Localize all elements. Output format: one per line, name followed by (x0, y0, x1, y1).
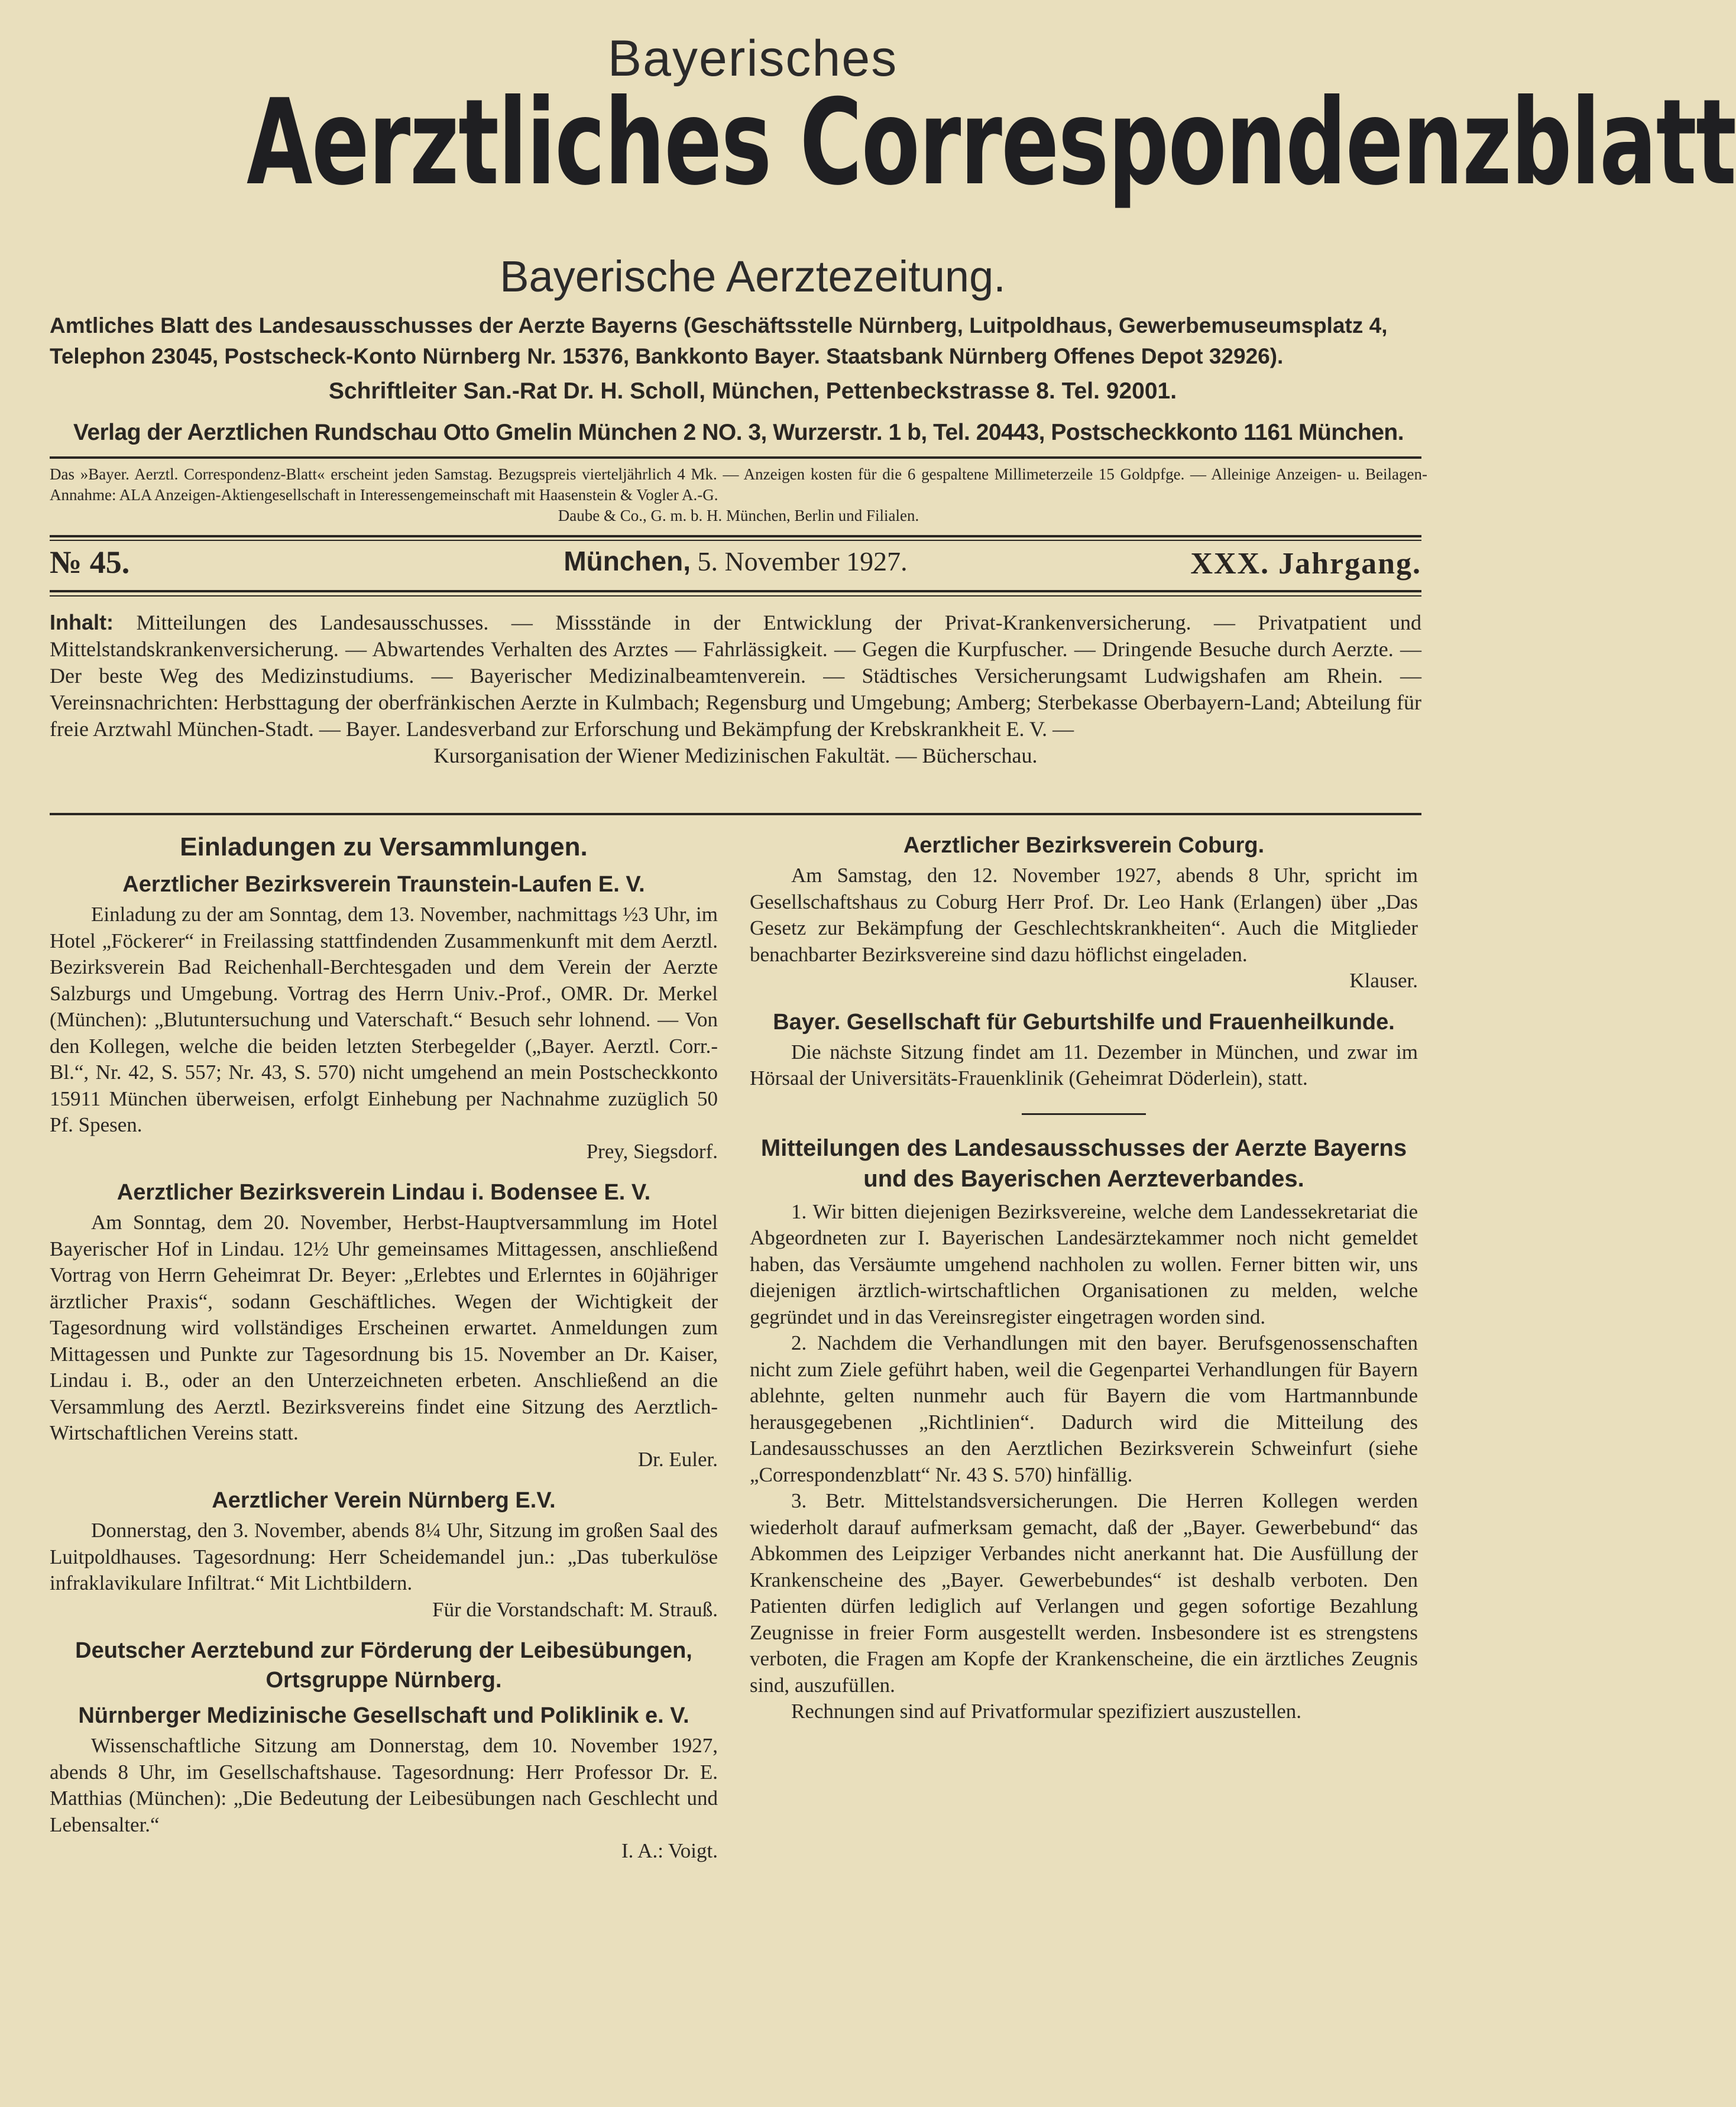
divider (50, 595, 1421, 597)
issue-dateline (50, 544, 1421, 579)
article-signature: Für die Vorstandschaft: M. Strauß. (432, 1597, 718, 1621)
article-signature: Prey, Siegsdorf. (586, 1139, 718, 1163)
issue-date-text: 5. November 1927. (697, 546, 908, 576)
article-body: Die nächste Sitzung findet am 11. Dezember in München, und zwar im Hörsaal der Universitäts-Frauenklinik (Geheimrat Döderlein), statt. (750, 1040, 1418, 1090)
issue-volume: XXX. Jahrgang. (1190, 547, 1421, 581)
divider (50, 456, 1421, 459)
article-body: Donnerstag, den 3. November, abends 8¼ Uhr, Sitzung im großen Saal des Luitpoldhauses. Tagesordnung: Herr Scheidemandel jun.: „Das tuberkulöse infraklavikulare Infiltrat.“ Mit Lichtbildern. (50, 1519, 718, 1594)
left-column (50, 831, 718, 1865)
masthead-kicker: Bayerisches (607, 30, 898, 87)
divider (50, 535, 1421, 537)
editor-line: Schriftleiter San.-Rat Dr. H. Scholl, München, Pettenbeckstrasse 8. Tel. 92001. (328, 378, 1177, 404)
right-column (750, 831, 1418, 1725)
divider (50, 540, 1421, 541)
article-body: Einladung zu der am Sonntag, dem 13. November, nachmittags ½3 Uhr, im Hotel „Föckerer“ in Freilassing stattfindenden Zusammenkunft mit dem Aerztl. Bezirksverein Bad Reichenhall-Berchtesgaden und dem Verein der Aerzte Salzburgs und Umgebung. Vortrag des Herrn Univ.-Prof., OMR. Dr. Merkel (München): „Blutuntersuchung und Vaterschaft.“ Besuch sehr lohnend. — Von den Kollegen, welche die beiden letzten Sterbegelder („Bayer. Aerztl. Corr.-Bl.“, Nr. 42, S. 557; Nr. 43, S. 570) nicht umgehend an mein Postscheckkonto 15911 München überweisen, erfolgt Einhebung per Nachnahme zuzüglich 50 Pf. Spesen. (50, 903, 718, 1136)
publisher-line: Verlag der Aerztlichen Rundschau Otto Gmelin München 2 NO. 3, Wurzerstr. 1 b, Tel. 20443, Postscheckkonto 1161 München. (73, 420, 1404, 445)
article-body: Wissenschaftliche Sitzung am Donnerstag, dem 10. November 1927, abends 8 Uhr, im Gesellschaftshause. Tagesordnung: Herr Professor Dr. E. Matthias (München): „Die Bedeutung der Leibesübungen nach Geschlecht und Lebensalter.“ (50, 1734, 718, 1836)
article-title: Aerztlicher Bezirksverein Coburg. (903, 833, 1265, 858)
subscription-notice (50, 464, 1427, 526)
divider (50, 590, 1421, 592)
table-of-contents (50, 609, 1421, 769)
issue-city: München, (563, 546, 691, 576)
divider (50, 813, 1421, 815)
article-title: Nürnberger Medizinische Gesellschaft und Poliklinik e. V. (78, 1703, 689, 1728)
article-body: 3. Betr. Mittelstandsversicherungen. Die Herren Kollegen werden wiederholt darauf aufmerksam gemacht, daß der „Bayer. Gewerbebund“ das Abkommen des Leipziger Verbandes nicht anerkannt hat. Die Ausfüllung der Krankenscheine des „Bayer. Gewerbebundes“ ist deshalb verboten. Den Patienten dürfen lediglich auf Verlangen und gegen sofortige Bezahlung Zeugnisse in freier Form ausgestellt werden. Insbesondere ist es strengstens verboten, die Fragen am Kopfe der Krankenscheine, die ein ärztliches Zeugnis sind, auszufüllen. (750, 1489, 1418, 1697)
subscription-notice-text: Das »Bayer. Aerztl. Correspondenz-Blatt« erscheint jeden Samstag. Bezugspreis vierteljährlich 4 Mk. — Anzeigen kosten für die 6 gespaltene Millimeterzeile 15 Goldpfge. — Alleinige Anzeigen- u. Beilagen-Annahme: ALA Anzeigen-Aktiengesellschaft in Interessengemeinschaft mit Haasenstein & Vogler A.-G. (50, 465, 1427, 504)
contents-label: Inhalt: (50, 610, 114, 634)
article-body: 1. Wir bitten diejenigen Bezirksvereine, welche dem Landessekretariat die Abgeordneten zur I. Bayerischen Landesärztekammer noch nicht gemeldet haben, das Versäumte umgehend nachholen zu wollen. Ferner bitten wir, uns diejenigen ärztlich-wirtschaftlichen Organisationen zu melden, welche gegründet und in das Vereinsregister eingetragen worden sind. (750, 1200, 1418, 1328)
contents-text-last: Kursorganisation der Wiener Medizinischen Fakultät. — Bücherschau. (433, 744, 1038, 767)
issue-number: № 45. (50, 544, 130, 580)
publisher-info (50, 310, 1427, 372)
contents-text: Mitteilungen des Landesausschusses. — Missstände in der Entwicklung der Privat-Krankenversicherung. — Privatpatient und Mittelstandskrankenversicherung. — Abwartendes Verhalten des Arztes — Fahrlässigkeit. — Gegen die Kurpfuscher. — Dringende Besuche durch Aerzte. — Der beste Weg des Medizinstudiums. — Bayerischer Medizinalbeamtenverein. — Städtisches Versicherungsamt Ludwigshafen am Rhein. — Vereinsnachrichten: Herbsttagung der oberfränkischen Aerzte in Kulmbach; Regensburg und Umgebung; Amberg; Sterbekasse Oberbayern-Land; Abteilung für freie Arztwahl München-Stadt. — Bayer. Landesverband zur Erforschung und Bekämpfung der Krebskrankheit E. V. — (50, 611, 1422, 741)
masthead-title: Aerztliches Correspondenzblatt (246, 74, 1736, 212)
article-title: Aerztlicher Bezirksverein Lindau i. Bodensee E. V. (116, 1180, 651, 1205)
article-body: Am Samstag, den 12. November 1927, abends 8 Uhr, spricht im Gesellschaftshaus zu Coburg Herr Prof. Dr. Leo Hank (Erlangen) über „Das Gesetz zur Bekämpfung der Geschlechtskrankheiten“. Auch die Mitglieder benachbarter Bezirksvereine sind dazu höflichst eingeladen. (750, 864, 1418, 966)
article-title: Bayer. Gesellschaft für Geburtshilfe und Frauenheilkunde. (773, 1009, 1395, 1035)
article-title: Aerztlicher Bezirksverein Traunstein-Laufen E. V. (122, 872, 645, 897)
subscription-notice-last: Daube & Co., G. m. b. H. München, Berlin und Filialen. (558, 507, 919, 524)
article-signature: Dr. Euler. (637, 1447, 718, 1471)
section-heading: Mitteilungen des Landesausschusses der Aerzte Bayerns und des Bayerischen Aerzteverbandes. (760, 1134, 1407, 1192)
section-separator (1022, 1113, 1146, 1115)
section-heading: Einladungen zu Versammlungen. (180, 832, 588, 861)
article-title: Aerztlicher Verein Nürnberg E.V. (212, 1488, 556, 1513)
article-signature: Klauser. (1349, 969, 1418, 992)
publisher-info-line1: Amtliches Blatt des Landesausschusses der Aerzte Bayerns (Geschäftsstelle Nürnberg, Luitpoldhaus, Gewerbemuseumsplatz 4, (50, 313, 1388, 338)
article-body: 2. Nachdem die Verhandlungen mit den bayer. Berufsgenossenschaften nicht zum Ziele geführt haben, weil die Gegenpartei Verhandlungen für Bayern ablehnte, gelten nunmehr auch für Bayern die vom Hartmannbunde herausgegebenen „Richtlinien“. Dadurch wird die Mitteilung des Landesausschusses an den Aerztlichen Bezirksverein Schweinfurt (siehe „Correspondenzblatt“ Nr. 43 S. 570) hinfällig. (750, 1331, 1418, 1486)
publisher-info-line2: Telephon 23045, Postscheck-Konto Nürnberg Nr. 15376, Bankkonto Bayer. Staatsbank Nürnberg Offenes Depot 32926). (50, 344, 1284, 368)
article-body: Rechnungen sind auf Privatformular spezifiziert auszustellen. (791, 1700, 1302, 1723)
article-title: Deutscher Aerztebund zur Förderung der Leibesübungen, Ortsgruppe Nürnberg. (75, 1638, 692, 1693)
article-body: Am Sonntag, dem 20. November, Herbst-Hauptversammlung im Hotel Bayerischer Hof in Lindau. 12½ Uhr gemeinsames Mittagessen, anschließend Vortrag von Herrn Geheimrat Dr. Beyer: „Erlebtes und Erlerntes in 60jähriger ärztlicher Praxis“, sodann Geschäftliches. Wegen der Wichtigkeit der Tagesordnung wird vollständiges Erscheinen erwartet. Anmeldungen zum Mittagessen und Punkte zur Tagesordnung bis 15. November an Dr. Kaiser, Lindau i. B., oder an den Unterzeichneten erbeten. Anschließend an die Versammlung des Aerztl. Bezirksvereins findet eine Sitzung des Aerztlich-Wirtschaftlichen Vereins statt. (50, 1211, 718, 1444)
masthead-subtitle: Bayerische Aerztezeitung. (500, 252, 1006, 301)
article-signature: I. A.: Voigt. (621, 1839, 718, 1862)
